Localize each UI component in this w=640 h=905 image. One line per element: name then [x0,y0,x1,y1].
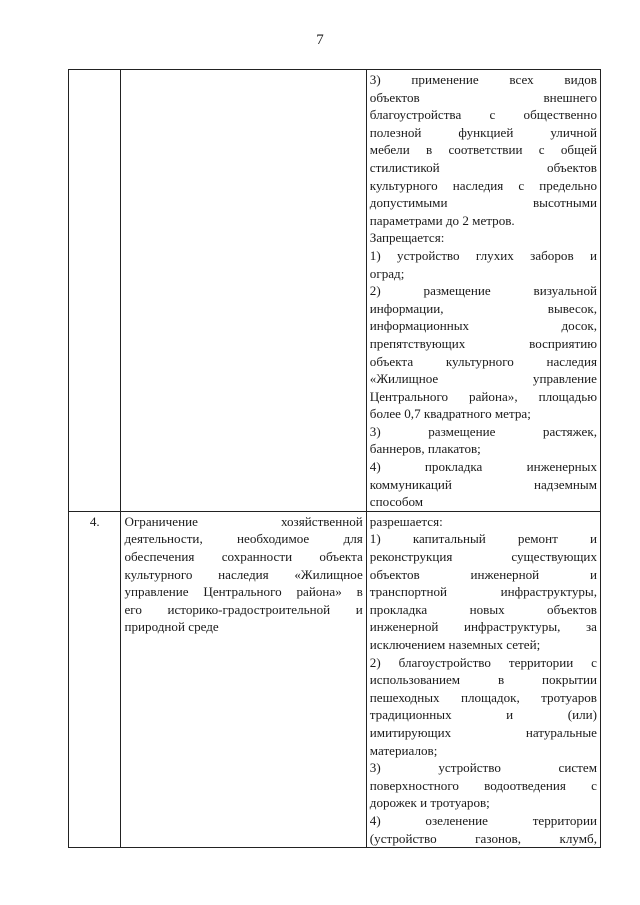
text-line: культурного наследия «Жилищное [124,566,363,582]
text-line: 2) размещение визуальной [369,283,597,299]
text-line: Запрещается: [369,230,445,246]
text-line: коммуникаций надземным [369,476,597,492]
table-row [69,511,601,847]
text-line: управление Центрального района» в [124,584,363,600]
text-line: имитирующих натуральные [369,724,597,740]
text-line: более 0,7 квадратного метра; [369,406,531,422]
text-line: информационных досок, [369,318,597,334]
text-line: 4) озеленение территории [369,812,597,828]
text-line: Центрального района», площадью [369,388,597,404]
text-line: 3) размещение растяжек, [369,423,597,439]
text-line: благоустройства с общественно [369,107,597,123]
text-line: Ограничение хозяйственной [124,513,363,529]
text-line: культурного наследия с предельно [369,177,597,193]
text-line: баннеров, плакатов; [369,441,481,457]
text-line: полезной функцией уличной [369,124,597,140]
regulation-cell [366,511,600,847]
text-line: 1) устройство глухих заборов и [369,247,597,263]
text-line: его историко-градостроительной и [124,601,363,617]
text-line: 2) благоустройство территории с [369,654,597,670]
text-line: обеспечения сохранности объекта [124,549,363,565]
text-line: материалов; [369,742,438,758]
text-line: деятельности, необходимое для [124,531,363,547]
text-line: способом [369,494,424,510]
text-line: информации, вывесок, [369,300,597,316]
text-line: объектов внешнего [369,89,597,105]
text-line: параметрами до 2 метров. [369,212,515,228]
subject-cell [121,511,366,847]
row-number-cell: 4. [69,511,121,847]
row-number-cell [69,70,121,512]
table-row [69,70,601,512]
text-line: (устройство газонов, клумб, [369,830,597,846]
text-line: использованием в покрытии [369,672,597,688]
text-line: оград; [369,265,405,281]
text-line: стилистикой объектов [369,159,597,175]
text-line: традиционных и (или) [369,707,597,723]
text-line: 3) устройство систем [369,760,597,776]
text-line: дорожек и тротуаров; [369,795,490,811]
text-line: препятствующих восприятию [369,335,597,351]
text-line: допустимыми высотными [369,195,597,211]
text-line: природной среде [124,619,219,635]
text-line: разрешается: [369,513,443,529]
text-line: прокладка новых объектов [369,601,597,617]
text-line: поверхностного водоотведения с [369,777,597,793]
text-line: инженерной инфраструктуры, за [369,619,597,635]
text-line: реконструкция существующих [369,549,597,565]
subject-cell [121,70,366,512]
text-line: объектов инженерной и [369,566,597,582]
text-line: 4) прокладка инженерных [369,459,597,475]
restrictions-table [68,69,601,848]
text-line: 3) применение всех видов [369,72,597,87]
text-line: 1) капитальный ремонт и [369,531,597,547]
text-line: пешеходных площадок, тротуаров [369,689,597,705]
text-line: мебели в соответствии с общей [369,142,597,158]
text-line: объекта культурного наследия [369,353,597,369]
text-line: «Жилищное управление [369,371,597,387]
regulation-cell [366,70,600,512]
text-line: транспортной инфраструктуры, [369,584,597,600]
page-number: 7 [316,32,324,48]
text-line: исключением наземных сетей; [369,637,541,652]
